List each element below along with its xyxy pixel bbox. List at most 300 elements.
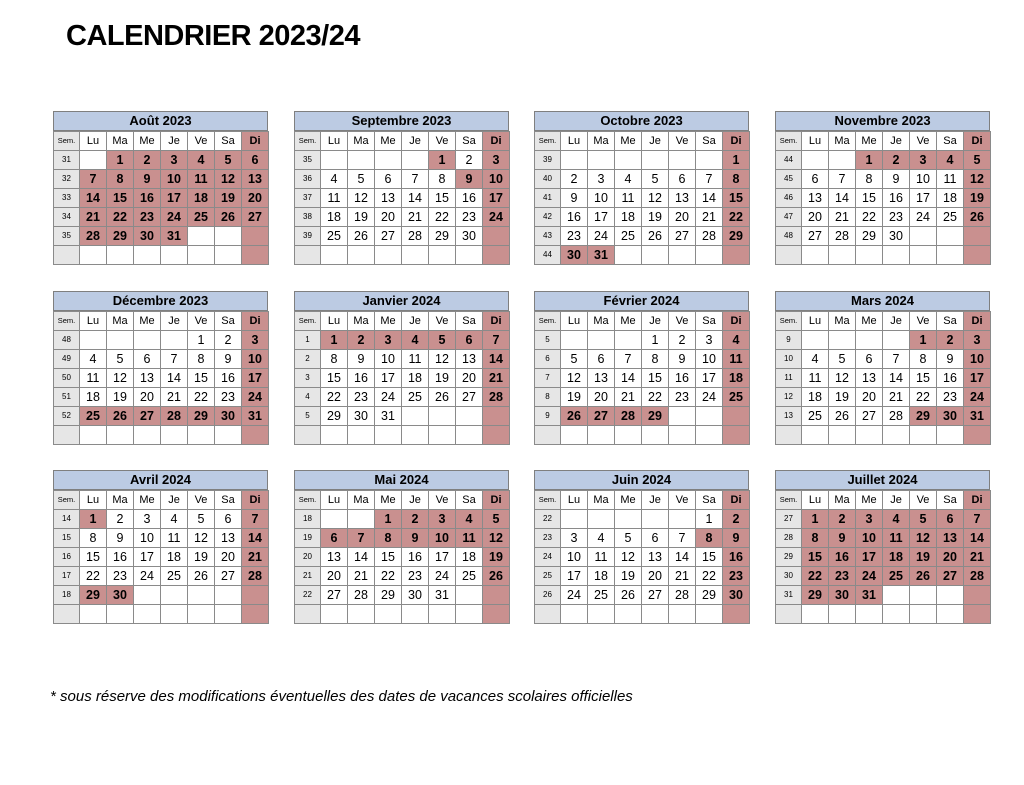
- day-cell: 29: [321, 407, 348, 426]
- empty-cell: [829, 331, 856, 350]
- day-cell: 20: [375, 208, 402, 227]
- day-cell: 16: [402, 548, 429, 567]
- day-cell: 26: [483, 567, 510, 586]
- week-row: [776, 246, 991, 265]
- day-cell: 20: [588, 388, 615, 407]
- day-cell: 29: [80, 586, 107, 605]
- week-row: [535, 369, 750, 388]
- day-cell: 26: [642, 227, 669, 246]
- empty-cell: [242, 426, 269, 445]
- empty-cell: [937, 246, 964, 265]
- empty-cell: [321, 246, 348, 265]
- week-row: [54, 208, 269, 227]
- weekday-header: Ve: [910, 132, 937, 151]
- week-number: 46: [776, 189, 802, 208]
- empty-cell: [321, 151, 348, 170]
- day-cell: 22: [910, 388, 937, 407]
- week-row: [776, 151, 991, 170]
- month-table: [294, 311, 510, 445]
- day-cell: 25: [80, 407, 107, 426]
- empty-cell: [937, 227, 964, 246]
- month-title: Mai 2024: [294, 470, 509, 490]
- empty-cell: [723, 246, 750, 265]
- empty-cell: [188, 586, 215, 605]
- month-block: [775, 291, 990, 445]
- weekday-header: Je: [642, 491, 669, 510]
- day-cell: 8: [910, 350, 937, 369]
- empty-cell: [483, 426, 510, 445]
- month-table: [534, 131, 750, 265]
- weekday-header: Ve: [429, 491, 456, 510]
- empty-cell: [483, 246, 510, 265]
- week-row: [776, 170, 991, 189]
- day-cell: 2: [669, 331, 696, 350]
- day-cell: 19: [829, 388, 856, 407]
- empty-cell: [161, 605, 188, 624]
- day-cell: 2: [883, 151, 910, 170]
- month-table: [294, 490, 510, 624]
- weekday-header-row: [535, 312, 750, 331]
- week-number: 47: [776, 208, 802, 227]
- day-cell: 31: [161, 227, 188, 246]
- empty-cell: [107, 331, 134, 350]
- week-row: [295, 388, 510, 407]
- day-cell: 27: [134, 407, 161, 426]
- day-cell: 22: [375, 567, 402, 586]
- empty-cell: [615, 510, 642, 529]
- day-cell: 19: [561, 388, 588, 407]
- weekday-header-row: [54, 491, 269, 510]
- empty-cell: [964, 227, 991, 246]
- day-cell: 7: [883, 350, 910, 369]
- day-cell: 14: [669, 548, 696, 567]
- empty-cell: [588, 331, 615, 350]
- month-block: [775, 470, 990, 624]
- day-cell: 30: [883, 227, 910, 246]
- week-row: [776, 227, 991, 246]
- day-cell: 14: [80, 189, 107, 208]
- week-column-header: Sem.: [535, 491, 561, 510]
- day-cell: 15: [696, 548, 723, 567]
- day-cell: 28: [669, 586, 696, 605]
- week-row: [535, 246, 750, 265]
- week-number: 28: [776, 529, 802, 548]
- weekday-header: Lu: [321, 312, 348, 331]
- day-cell: 20: [242, 189, 269, 208]
- week-row: [295, 331, 510, 350]
- empty-cell: [883, 605, 910, 624]
- weekday-header: Lu: [802, 491, 829, 510]
- day-cell: 19: [215, 189, 242, 208]
- week-row: [295, 567, 510, 586]
- empty-cell: [375, 605, 402, 624]
- day-cell: 29: [856, 227, 883, 246]
- empty-cell: [483, 227, 510, 246]
- day-cell: 24: [161, 208, 188, 227]
- weekday-header: Di: [483, 491, 510, 510]
- day-cell: 8: [856, 170, 883, 189]
- day-cell: 16: [937, 369, 964, 388]
- day-cell: 23: [561, 227, 588, 246]
- day-cell: 9: [829, 529, 856, 548]
- empty-cell: [80, 331, 107, 350]
- empty-cell: [588, 605, 615, 624]
- week-row: [54, 331, 269, 350]
- week-number: [776, 605, 802, 624]
- day-cell: 17: [964, 369, 991, 388]
- weekday-header: Sa: [937, 132, 964, 151]
- day-cell: 8: [80, 529, 107, 548]
- week-number: 17: [54, 567, 80, 586]
- weekday-header: Di: [242, 491, 269, 510]
- empty-cell: [134, 331, 161, 350]
- week-number: 51: [54, 388, 80, 407]
- day-cell: 12: [642, 189, 669, 208]
- week-row: [776, 605, 991, 624]
- week-row: [295, 208, 510, 227]
- weekday-header: Lu: [561, 491, 588, 510]
- weekday-header: Lu: [80, 132, 107, 151]
- day-cell: 25: [937, 208, 964, 227]
- week-row: [295, 426, 510, 445]
- day-cell: 13: [242, 170, 269, 189]
- day-cell: 15: [802, 548, 829, 567]
- week-number: [54, 426, 80, 445]
- day-cell: 7: [829, 170, 856, 189]
- day-cell: 24: [375, 388, 402, 407]
- month-table: [534, 490, 750, 624]
- day-cell: 13: [375, 189, 402, 208]
- day-cell: 29: [910, 407, 937, 426]
- empty-cell: [321, 426, 348, 445]
- week-number: 44: [776, 151, 802, 170]
- week-number: 18: [54, 586, 80, 605]
- empty-cell: [669, 407, 696, 426]
- day-cell: 6: [242, 151, 269, 170]
- day-cell: 1: [910, 331, 937, 350]
- empty-cell: [375, 426, 402, 445]
- week-row: [295, 369, 510, 388]
- week-row: [776, 388, 991, 407]
- empty-cell: [642, 246, 669, 265]
- day-cell: 11: [80, 369, 107, 388]
- week-number: 19: [295, 529, 321, 548]
- day-cell: 3: [561, 529, 588, 548]
- week-column-header: Sem.: [295, 132, 321, 151]
- day-cell: 20: [134, 388, 161, 407]
- empty-cell: [669, 426, 696, 445]
- day-cell: 30: [215, 407, 242, 426]
- day-cell: 6: [588, 350, 615, 369]
- empty-cell: [375, 151, 402, 170]
- day-cell: 26: [188, 567, 215, 586]
- empty-cell: [402, 407, 429, 426]
- week-row: [776, 567, 991, 586]
- empty-cell: [80, 426, 107, 445]
- day-cell: 20: [937, 548, 964, 567]
- day-cell: 6: [802, 170, 829, 189]
- day-cell: 12: [107, 369, 134, 388]
- weekday-header: Me: [134, 312, 161, 331]
- day-cell: 1: [856, 151, 883, 170]
- week-number: 35: [54, 227, 80, 246]
- day-cell: 13: [669, 189, 696, 208]
- day-cell: 26: [615, 586, 642, 605]
- week-row: [535, 170, 750, 189]
- week-row: [776, 350, 991, 369]
- empty-cell: [161, 426, 188, 445]
- week-number: [295, 246, 321, 265]
- day-cell: 9: [134, 170, 161, 189]
- week-number: 9: [776, 331, 802, 350]
- weekday-header: Ma: [107, 132, 134, 151]
- week-row: [535, 208, 750, 227]
- empty-cell: [161, 586, 188, 605]
- day-cell: 7: [402, 170, 429, 189]
- day-cell: 21: [80, 208, 107, 227]
- week-number: 2: [295, 350, 321, 369]
- empty-cell: [696, 151, 723, 170]
- weekday-header-row: [535, 491, 750, 510]
- weekday-header: Di: [964, 312, 991, 331]
- week-number: 16: [54, 548, 80, 567]
- day-cell: 11: [723, 350, 750, 369]
- day-cell: 30: [723, 586, 750, 605]
- empty-cell: [483, 407, 510, 426]
- weekday-header: Lu: [321, 132, 348, 151]
- week-row: [295, 246, 510, 265]
- weekday-header: Je: [402, 132, 429, 151]
- day-cell: 22: [321, 388, 348, 407]
- day-cell: 8: [696, 529, 723, 548]
- day-cell: 1: [321, 331, 348, 350]
- month-block: [534, 291, 749, 445]
- week-row: [54, 407, 269, 426]
- month-title: Octobre 2023: [534, 111, 749, 131]
- day-cell: 18: [883, 548, 910, 567]
- empty-cell: [215, 586, 242, 605]
- day-cell: 5: [215, 151, 242, 170]
- week-row: [295, 227, 510, 246]
- day-cell: 14: [883, 369, 910, 388]
- day-cell: 9: [937, 350, 964, 369]
- empty-cell: [561, 331, 588, 350]
- day-cell: 4: [937, 151, 964, 170]
- day-cell: 8: [723, 170, 750, 189]
- day-cell: 22: [80, 567, 107, 586]
- month-table: [53, 490, 269, 624]
- day-cell: 7: [161, 350, 188, 369]
- day-cell: 25: [802, 407, 829, 426]
- day-cell: 14: [348, 548, 375, 567]
- weekday-header: Ve: [188, 312, 215, 331]
- day-cell: 4: [883, 510, 910, 529]
- weekday-header: Ma: [107, 312, 134, 331]
- empty-cell: [561, 510, 588, 529]
- empty-cell: [561, 151, 588, 170]
- day-cell: 11: [588, 548, 615, 567]
- week-column-header: Sem.: [776, 491, 802, 510]
- day-cell: 14: [161, 369, 188, 388]
- day-cell: 24: [242, 388, 269, 407]
- day-cell: 4: [402, 331, 429, 350]
- day-cell: 30: [456, 227, 483, 246]
- day-cell: 19: [964, 189, 991, 208]
- day-cell: 5: [107, 350, 134, 369]
- day-cell: 27: [937, 567, 964, 586]
- empty-cell: [80, 151, 107, 170]
- day-cell: 27: [669, 227, 696, 246]
- day-cell: 19: [483, 548, 510, 567]
- week-number: 4: [295, 388, 321, 407]
- day-cell: 22: [802, 567, 829, 586]
- day-cell: 28: [964, 567, 991, 586]
- week-row: [535, 548, 750, 567]
- day-cell: 18: [937, 189, 964, 208]
- day-cell: 9: [402, 529, 429, 548]
- week-row: [54, 189, 269, 208]
- empty-cell: [429, 246, 456, 265]
- day-cell: 7: [483, 331, 510, 350]
- day-cell: 24: [483, 208, 510, 227]
- day-cell: 26: [348, 227, 375, 246]
- day-cell: 22: [856, 208, 883, 227]
- week-column-header: Sem.: [776, 312, 802, 331]
- weekday-header: Lu: [321, 491, 348, 510]
- day-cell: 14: [615, 369, 642, 388]
- day-cell: 5: [483, 510, 510, 529]
- week-row: [776, 369, 991, 388]
- day-cell: 1: [802, 510, 829, 529]
- day-cell: 9: [669, 350, 696, 369]
- weekday-header-row: [295, 491, 510, 510]
- day-cell: 27: [856, 407, 883, 426]
- week-number: 12: [776, 388, 802, 407]
- day-cell: 2: [829, 510, 856, 529]
- weekday-header: Je: [402, 491, 429, 510]
- day-cell: 14: [242, 529, 269, 548]
- empty-cell: [561, 426, 588, 445]
- day-cell: 2: [937, 331, 964, 350]
- day-cell: 30: [829, 586, 856, 605]
- day-cell: 21: [161, 388, 188, 407]
- empty-cell: [937, 605, 964, 624]
- month-table: [775, 490, 991, 624]
- day-cell: 13: [588, 369, 615, 388]
- month-block: [53, 291, 268, 445]
- empty-cell: [215, 227, 242, 246]
- month-title: Avril 2024: [53, 470, 268, 490]
- day-cell: 1: [80, 510, 107, 529]
- week-row: [776, 586, 991, 605]
- day-cell: 19: [615, 567, 642, 586]
- day-cell: 20: [669, 208, 696, 227]
- day-cell: 22: [429, 208, 456, 227]
- day-cell: 19: [429, 369, 456, 388]
- footnote: * sous réserve des modifications éventuelles des dates de vacances scolaires officielles: [50, 688, 633, 705]
- day-cell: 15: [321, 369, 348, 388]
- week-number: 5: [535, 331, 561, 350]
- day-cell: 23: [829, 567, 856, 586]
- day-cell: 29: [188, 407, 215, 426]
- month-title: Juin 2024: [534, 470, 749, 490]
- empty-cell: [642, 151, 669, 170]
- day-cell: 17: [242, 369, 269, 388]
- week-row: [54, 529, 269, 548]
- week-row: [295, 151, 510, 170]
- day-cell: 6: [669, 170, 696, 189]
- day-cell: 5: [964, 151, 991, 170]
- day-cell: 13: [134, 369, 161, 388]
- day-cell: 16: [107, 548, 134, 567]
- weekday-header: Sa: [215, 312, 242, 331]
- day-cell: 5: [910, 510, 937, 529]
- day-cell: 14: [483, 350, 510, 369]
- day-cell: 19: [188, 548, 215, 567]
- day-cell: 19: [642, 208, 669, 227]
- day-cell: 5: [188, 510, 215, 529]
- empty-cell: [696, 605, 723, 624]
- week-row: [776, 189, 991, 208]
- day-cell: 6: [375, 170, 402, 189]
- empty-cell: [242, 605, 269, 624]
- month-title: Décembre 2023: [53, 291, 268, 311]
- day-cell: 7: [964, 510, 991, 529]
- weekday-header-row: [54, 132, 269, 151]
- day-cell: 9: [561, 189, 588, 208]
- day-cell: 16: [829, 548, 856, 567]
- month-title: Février 2024: [534, 291, 749, 311]
- day-cell: 18: [80, 388, 107, 407]
- day-cell: 23: [883, 208, 910, 227]
- week-row: [535, 350, 750, 369]
- month-block: [53, 470, 268, 624]
- day-cell: 7: [696, 170, 723, 189]
- day-cell: 1: [107, 151, 134, 170]
- day-cell: 25: [723, 388, 750, 407]
- month-table: [534, 311, 750, 445]
- empty-cell: [964, 605, 991, 624]
- day-cell: 10: [161, 170, 188, 189]
- day-cell: 21: [883, 388, 910, 407]
- day-cell: 27: [642, 586, 669, 605]
- month-table: [775, 131, 991, 265]
- empty-cell: [107, 605, 134, 624]
- empty-cell: [910, 246, 937, 265]
- day-cell: 18: [802, 388, 829, 407]
- empty-cell: [375, 246, 402, 265]
- month-block: [534, 111, 749, 265]
- day-cell: 10: [964, 350, 991, 369]
- week-number: 49: [54, 350, 80, 369]
- week-number: 8: [535, 388, 561, 407]
- day-cell: 2: [402, 510, 429, 529]
- week-row: [776, 529, 991, 548]
- day-cell: 7: [615, 350, 642, 369]
- day-cell: 24: [856, 567, 883, 586]
- day-cell: 16: [883, 189, 910, 208]
- week-number: 50: [54, 369, 80, 388]
- week-number: 14: [54, 510, 80, 529]
- week-number: 32: [54, 170, 80, 189]
- day-cell: 16: [561, 208, 588, 227]
- day-cell: 24: [134, 567, 161, 586]
- empty-cell: [456, 246, 483, 265]
- empty-cell: [348, 426, 375, 445]
- empty-cell: [402, 246, 429, 265]
- weekday-header: Di: [723, 491, 750, 510]
- day-cell: 17: [375, 369, 402, 388]
